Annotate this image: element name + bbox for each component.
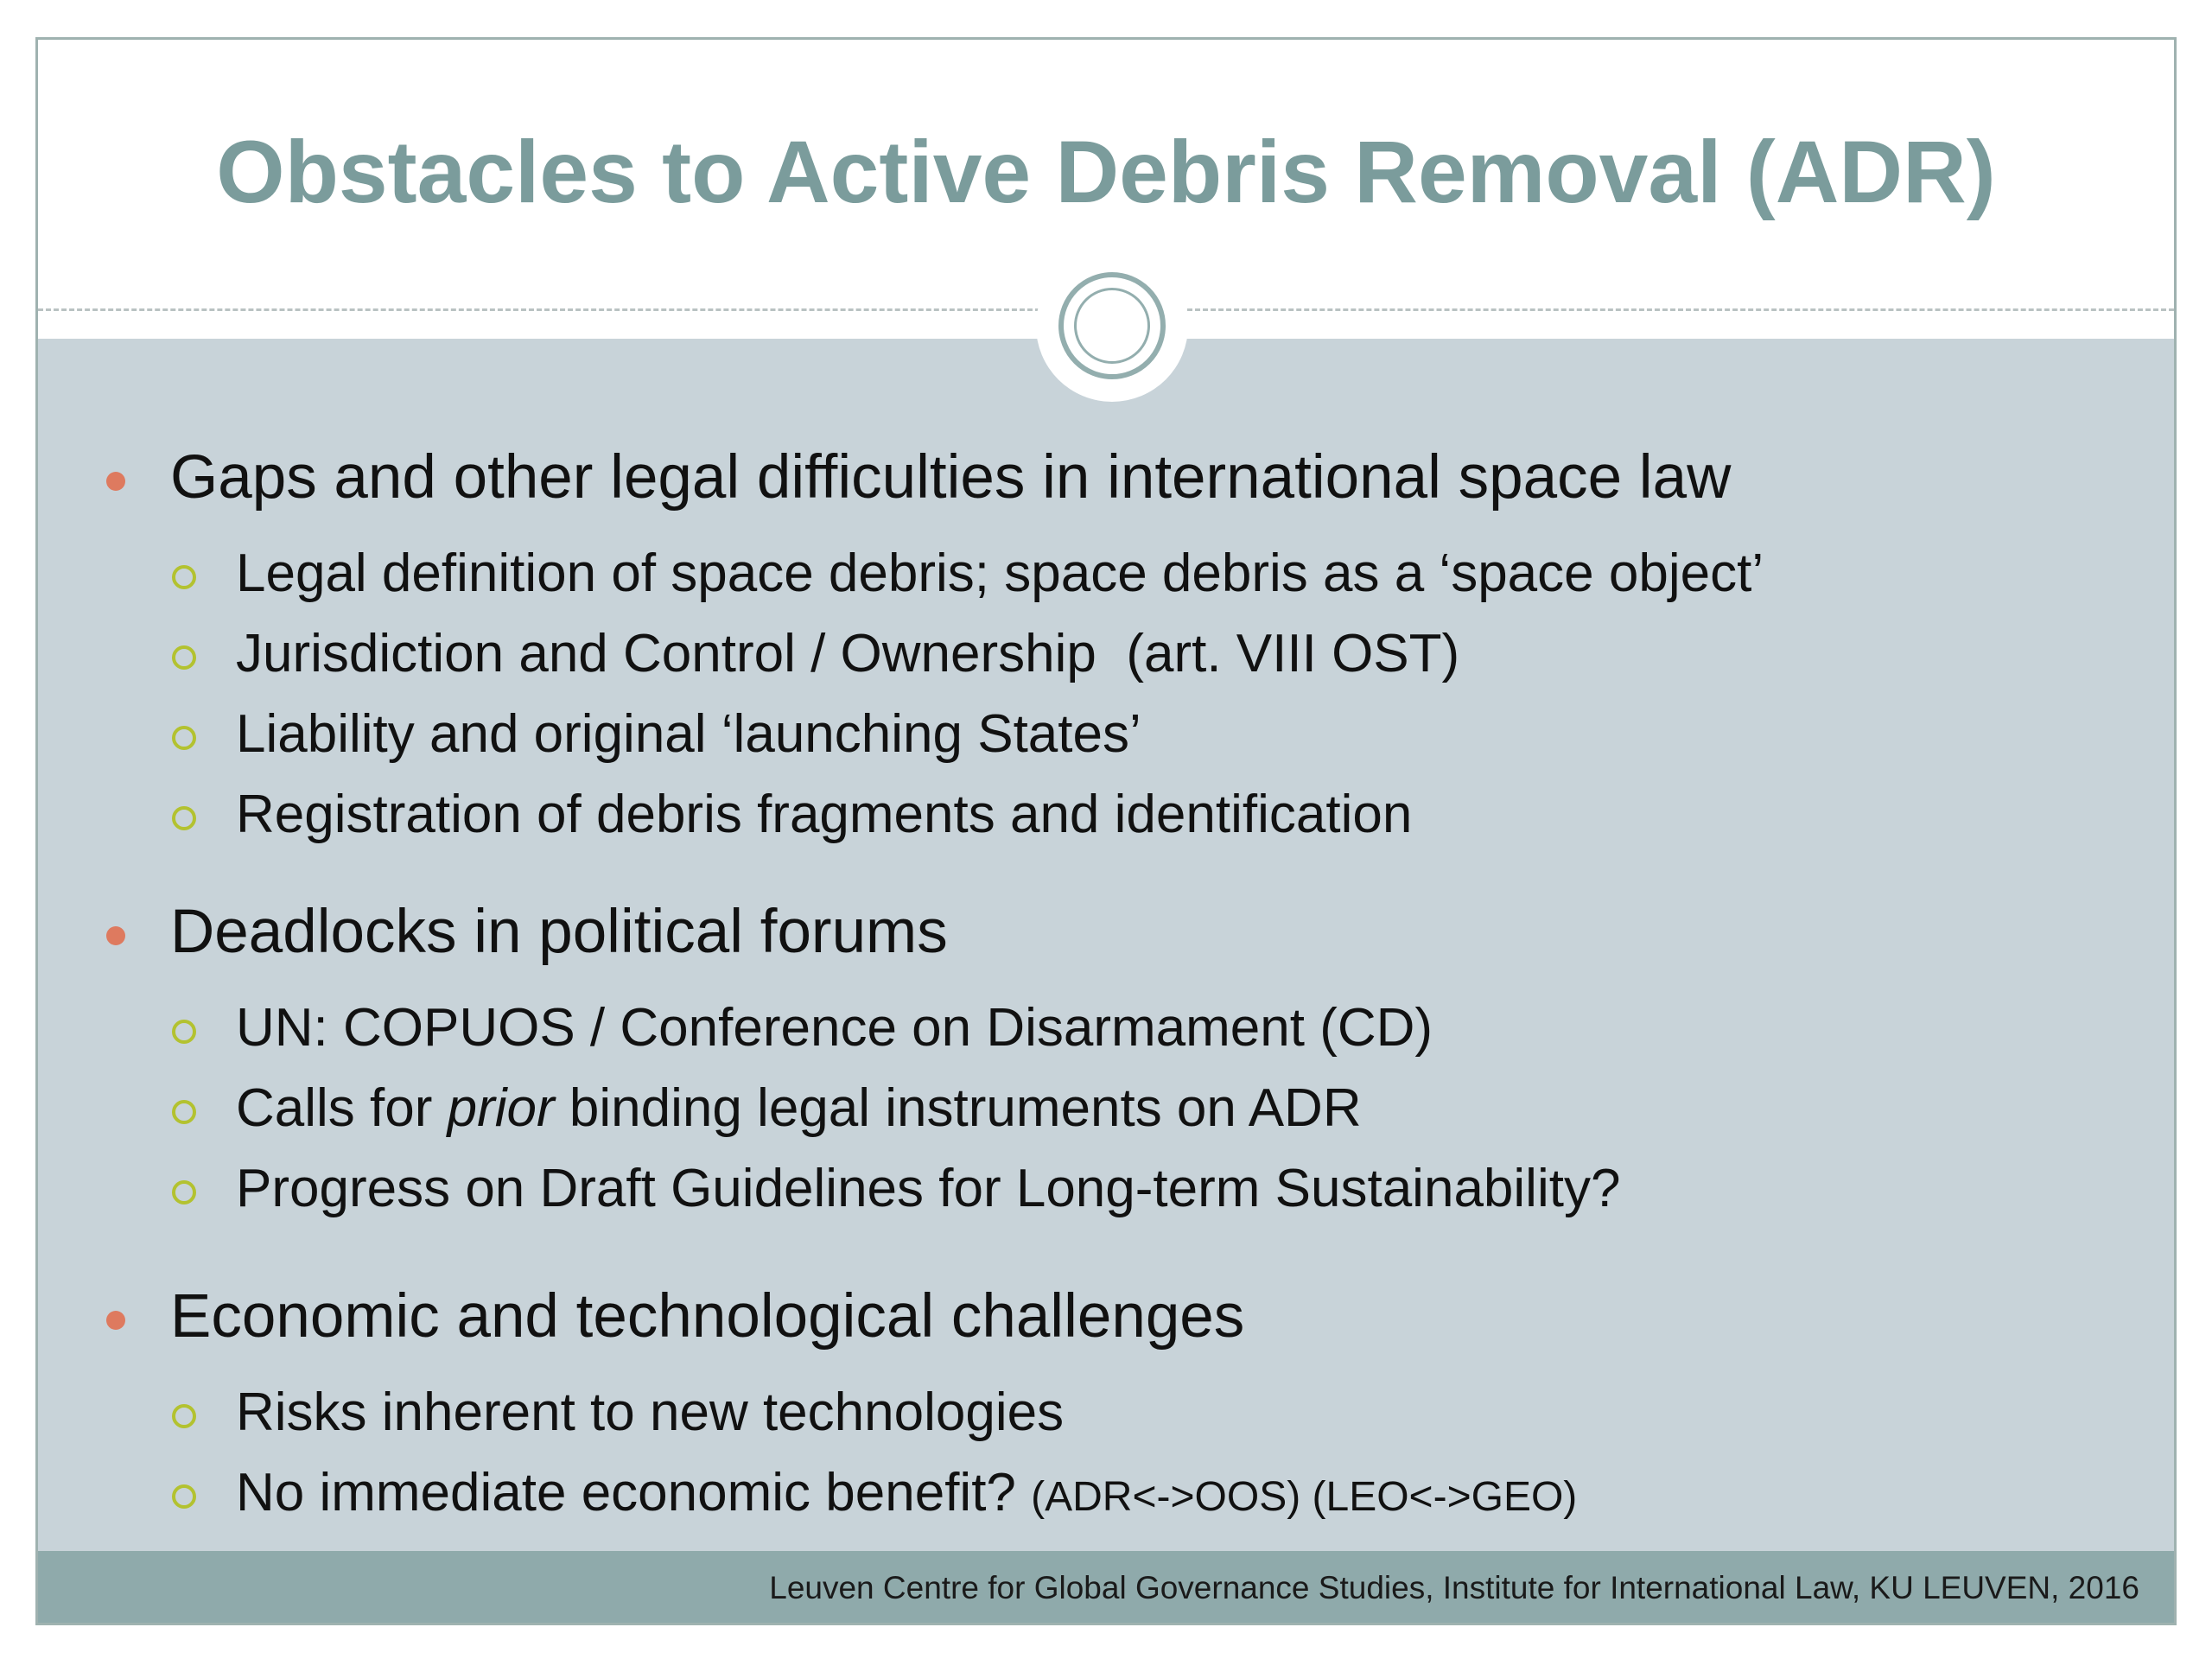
bullet-level2 — [236, 997, 1433, 1058]
circle-ornament-icon — [1036, 250, 1188, 402]
bullet-ring-icon — [172, 1100, 196, 1124]
footer-credit: Leuven Centre for Global Governance Studies, Institute for International Law, KU LEUVEN, 2016 — [769, 1570, 2139, 1605]
bullet-ring-icon — [172, 1180, 196, 1205]
bullet-text-end: binding legal instruments on ADR — [554, 1078, 1362, 1138]
bullet-level1 — [170, 1281, 1244, 1351]
bullet-ring-icon — [172, 1404, 196, 1428]
bullet-text: Liability and original ‘launching States’ — [236, 704, 1141, 764]
bullet-ring-icon — [172, 1020, 196, 1044]
slide-footer — [38, 1551, 2174, 1623]
bullet-text: Economic and technological challenges — [170, 1282, 1245, 1351]
bullet-text: Progress on Draft Guidelines for Long-term Sustainability? — [236, 1159, 1621, 1218]
bullet-text: Legal definition of space debris; space debris as a ‘space object’ — [236, 543, 1764, 603]
bullet-ring-icon — [172, 565, 196, 589]
bullet-ring-icon — [172, 726, 196, 750]
bullet-note: (ADR<->OOS) (LEO<->GEO) — [1031, 1474, 1578, 1520]
bullet-text — [236, 1463, 1577, 1522]
bullet-level2 — [236, 1382, 1064, 1443]
bullet-level2 — [236, 1158, 1620, 1219]
bullet-level2 — [236, 784, 1412, 845]
bullet-level1 — [170, 897, 948, 967]
slide — [35, 37, 2177, 1625]
emphasis-text: prior — [447, 1078, 555, 1138]
bullet-text-main: No immediate economic benefit? — [236, 1463, 1032, 1522]
bullet-text: Gaps and other legal difficulties in international space law — [170, 443, 1732, 512]
bullet-dot-icon — [106, 1311, 125, 1330]
bullet-text: UN: COPUOS / Conference on Disarmament (CD) — [236, 998, 1433, 1058]
slide-content-panel — [38, 339, 2174, 1559]
bullet-ring-icon — [172, 806, 196, 830]
bullet-dot-icon — [106, 926, 125, 945]
bullet-text: Risks inherent to new technologies — [236, 1382, 1065, 1442]
bullet-dot-icon — [106, 472, 125, 491]
slide-title: Obstacles to Active Debris Removal (ADR) — [216, 123, 1996, 221]
bullet-ring-icon — [172, 645, 196, 670]
bullet-level2 — [236, 1462, 1577, 1523]
bullet-ring-icon — [172, 1484, 196, 1509]
divider-line-right — [1187, 308, 2174, 311]
bullet-level2 — [236, 623, 1459, 684]
bullet-text: Deadlocks in political forums — [170, 898, 948, 966]
bullet-level2 — [236, 703, 1141, 765]
bullet-text-start: Calls for — [236, 1078, 448, 1138]
divider-line-left — [38, 308, 1040, 311]
bullet-level1 — [170, 442, 1731, 512]
bullet-text: Registration of debris fragments and identification — [236, 785, 1413, 844]
bullet-level2 — [236, 543, 1764, 604]
bullet-text — [236, 1078, 1362, 1138]
bullet-text: Jurisdiction and Control / Ownership (art. VIII OST) — [236, 624, 1460, 683]
bullet-level2 — [236, 1077, 1362, 1139]
